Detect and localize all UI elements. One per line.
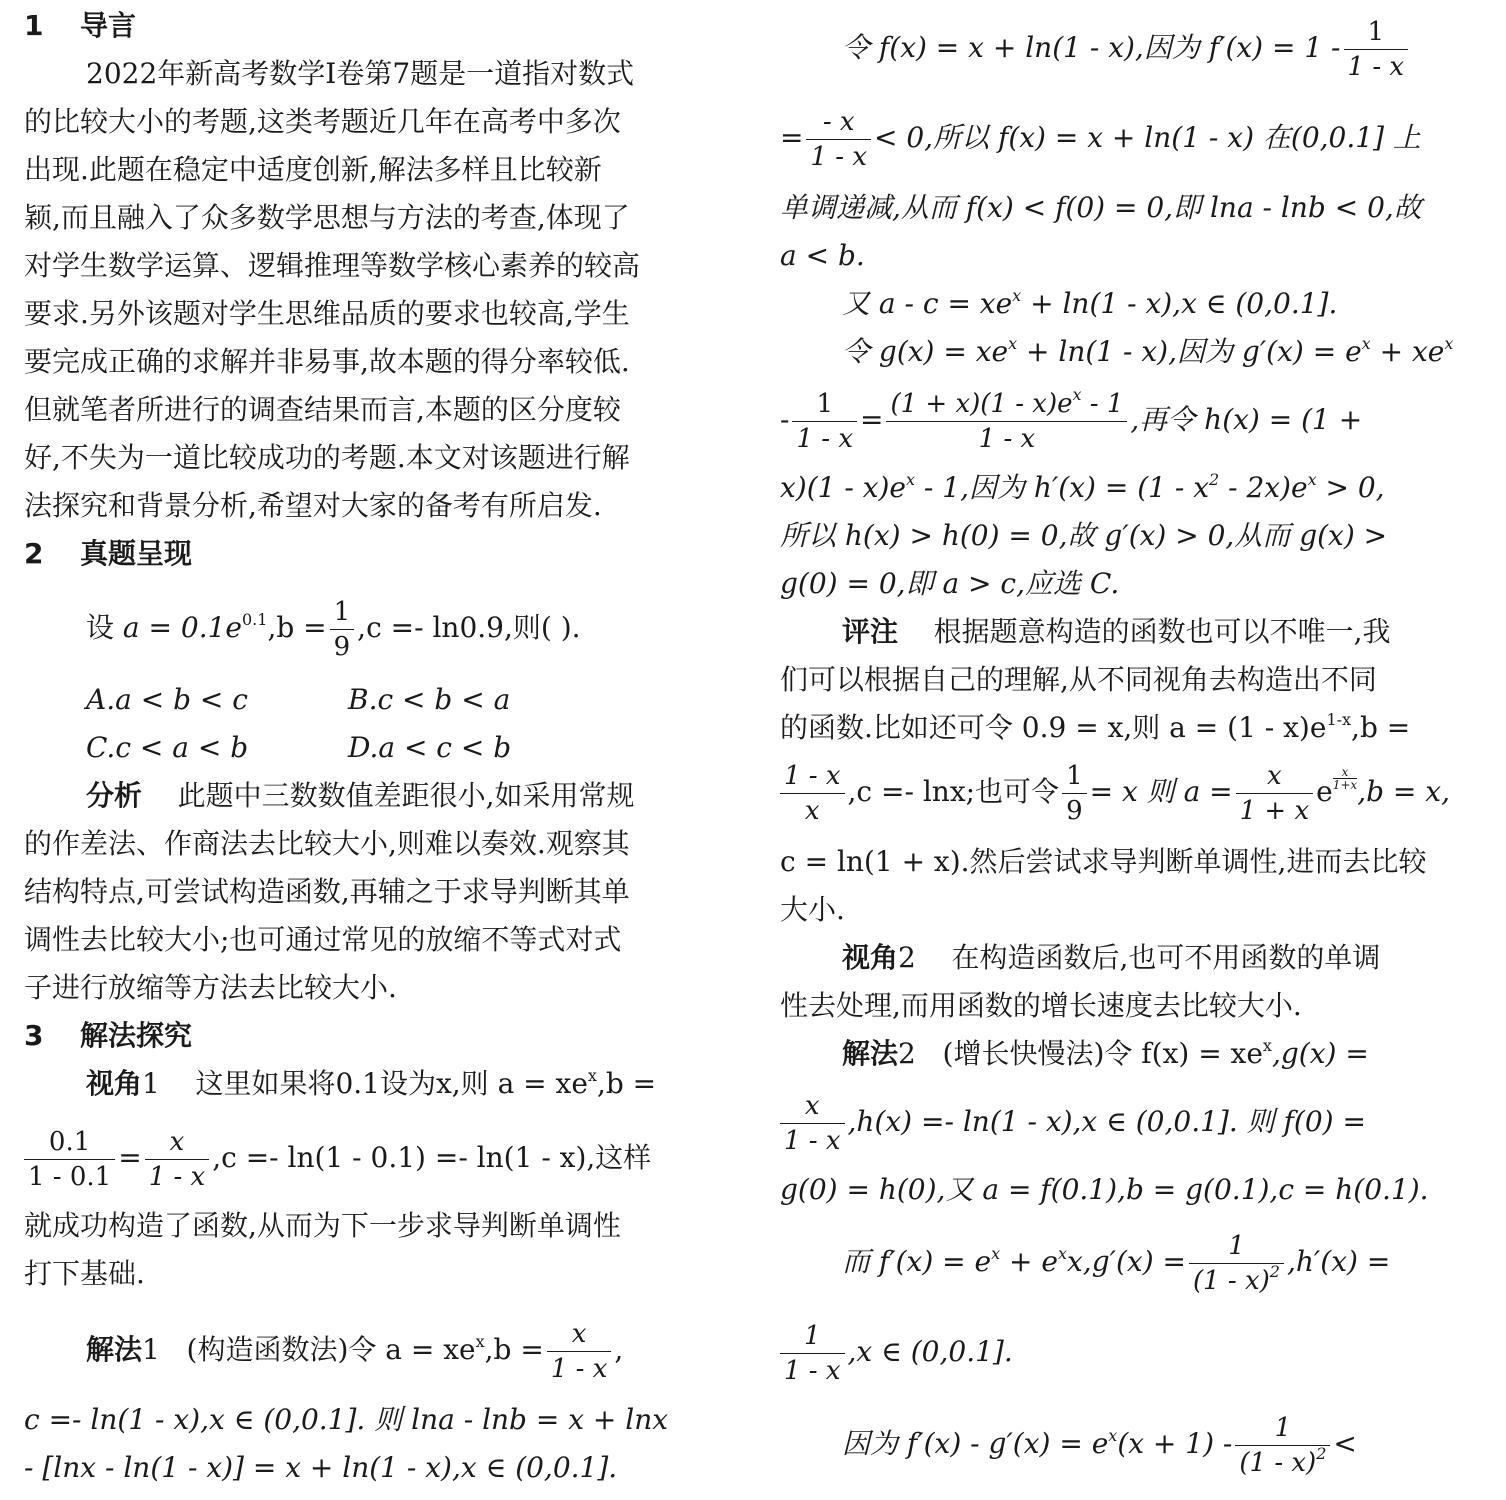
exponent: x [1444, 334, 1454, 353]
fraction [145, 1125, 210, 1194]
denominator: 1 - x [780, 1353, 845, 1388]
section-number: 2 [24, 537, 44, 570]
math: ,b = [1351, 711, 1411, 744]
intro-line: 的比较大小的考题,这类考题近几年在高考中多次 [24, 105, 621, 138]
solution2-line [780, 1030, 1476, 1078]
intro-line: 2022年新高考数学Ⅰ卷第7题是一道指对数式 [86, 57, 635, 90]
math: = [118, 1141, 142, 1174]
view1-equation [24, 1118, 718, 1198]
math: - 1,因为 h′(x) = (1 - x [915, 471, 1209, 504]
exponent-fraction [1333, 766, 1357, 791]
numerator: 0.1 [48, 1127, 91, 1157]
intro-line: 好,不失为一道比较成功的考题.本文对该题进行解 [24, 441, 630, 474]
intro-line: 法探究和背景分析,希望对大家的备考有所启发. [24, 489, 602, 522]
option-a: A.a < b < c [86, 683, 248, 716]
fraction [330, 595, 355, 664]
fraction [1062, 759, 1087, 828]
exponent: x [1262, 1036, 1272, 1055]
section-number: 1 [24, 9, 44, 42]
exponent: 1-x [1326, 710, 1352, 729]
math: ,b = x, [1357, 775, 1450, 808]
exponent: x [906, 470, 916, 489]
intro-line: 要求.另外该题对学生思维品质的要求也较高,学生 [24, 297, 630, 330]
math: 令 f(x) = x + ln(1 - x),因为 f′(x) = 1 - [842, 31, 1341, 64]
view2-label: 视角 [842, 941, 899, 974]
solution1-line: - [lnx - ln(1 - x)] = x + ln(1 - x),x ∈ (0,0.1]. [24, 1451, 618, 1484]
math-line [780, 1312, 1476, 1392]
denominator: 1+x [1332, 778, 1358, 792]
math-line [780, 1404, 1476, 1484]
math-line: g(0) = 0,即 a > c,应选 C. [780, 567, 1120, 600]
math: + ln(1 - x),x ∈ (0,0.1]. [1021, 287, 1338, 320]
denominator: (1 - x) [1192, 1266, 1270, 1296]
text: 1 [142, 1333, 160, 1366]
exponent: x [587, 1066, 597, 1085]
exponent: x [1057, 1244, 1067, 1263]
denominator: 1 - x [145, 1159, 210, 1194]
math: ,b = [267, 611, 327, 644]
section-title: 解法探究 [80, 1019, 193, 1052]
math-line [780, 328, 1476, 376]
fraction [886, 387, 1127, 456]
solution1-label: 解法 [86, 1333, 143, 1366]
denominator: x [780, 793, 845, 828]
math-line: 单调递减,从而 f(x) < f(0) = 0,即 lna - lnb < 0,故 [780, 191, 1422, 224]
math: = [860, 403, 884, 436]
denominator: 1 - 0.1 [24, 1159, 115, 1194]
math: < [1333, 1427, 1357, 1460]
comment-line [780, 608, 1476, 656]
numerator: 1 [333, 597, 351, 627]
math-line: 所以 h(x) > h(0) = 0,故 g′(x) > 0,从而 g(x) > [780, 519, 1388, 552]
numerator: x [1341, 765, 1349, 779]
numerator: - x [822, 107, 855, 137]
math: ,h(x) =- ln(1 - x),x ∈ (0,0.1]. 则 f(0) = [847, 1105, 1366, 1138]
view2-line: 性去处理,而用函数的增长速度去比较大小. [780, 989, 1302, 1022]
denominator: 1 + x [1236, 793, 1314, 828]
comment-line: 们可以根据自己的理解,从不同视角去构造出不同 [780, 663, 1377, 696]
math: ,x ∈ (0,0.1]. [847, 1335, 1013, 1368]
math: + xe [1370, 335, 1445, 368]
exponent: x [1307, 470, 1317, 489]
analysis-line: 的作差法、作商法去比较大小,则难以奏效.观察其 [24, 827, 630, 860]
numerator: 1 [1274, 1413, 1292, 1443]
math: (x + 1) - [1117, 1427, 1233, 1460]
option-b: B.c < b < a [348, 683, 511, 716]
denominator: 1 - x [547, 1351, 612, 1386]
denominator: (1 - x) [1239, 1448, 1317, 1478]
numerator: x [169, 1127, 185, 1157]
denominator: 9 [330, 629, 355, 664]
comment-line [780, 704, 1476, 752]
intro-line: 要完成正确的求解并非易事,故本题的得分率较低. [24, 345, 630, 378]
fraction [1189, 1229, 1284, 1298]
fraction [806, 105, 871, 174]
numerator: x [804, 1091, 820, 1121]
text: 的函数.比如还可令 0.9 = x,则 a = (1 - x)e [780, 711, 1327, 744]
numerator: 1 [1066, 761, 1083, 791]
math: ,c =- lnx;也可令 [847, 775, 1060, 808]
math: ,g(x) = [1271, 1037, 1369, 1070]
numerator: 1 [803, 1321, 821, 1351]
intro-line: 出现.此题在稳定中适度创新,解法多样且比较新 [24, 153, 602, 186]
math: 而 f′(x) = e [842, 1245, 992, 1278]
section-2-heading [24, 530, 718, 578]
analysis-line: 结构特点,可尝试构造函数,再辅之于求导判断其单 [24, 875, 630, 908]
math: = x 则 a = [1089, 775, 1233, 808]
analysis-line [24, 772, 718, 820]
fraction [792, 387, 857, 456]
math: < 0,所以 f(x) = x + ln(1 - x) 在(0,0.1] 上 [874, 121, 1421, 154]
text: 此题中三数数值差距很小,如采用常规 [177, 779, 635, 812]
math: a = 0.1e [122, 611, 242, 644]
analysis-label: 分析 [86, 779, 143, 812]
exponent: 2 [1209, 470, 1220, 489]
text: 1 [142, 1067, 160, 1100]
option-c: C.c < a < b [86, 731, 249, 764]
math: ,c =- ln(1 - 0.1) =- ln(1 - x),这样 [212, 1141, 652, 1174]
solution2-label: 解法 [842, 1037, 899, 1070]
math-line [780, 1082, 1476, 1162]
math-line [780, 98, 1476, 178]
intro-line: 对学生数学运算、逻辑推理等数学核心素养的较高 [24, 249, 641, 282]
math: 令 g(x) = xe [842, 335, 1009, 368]
math: ,b = [484, 1333, 544, 1366]
text: (增长快慢法)令 f(x) = xe [942, 1037, 1263, 1070]
exponent: x [1361, 334, 1371, 353]
fraction [780, 1319, 845, 1388]
math-line [780, 752, 1476, 832]
comment-line: c = ln(1 + x).然后尝试求导判断单调性,进而去比较 [780, 845, 1427, 878]
comment-line: 大小. [780, 893, 845, 926]
denominator: 1 - x [780, 1123, 845, 1158]
view1-line: 就成功构造了函数,从而为下一步求导判断单调性 [24, 1209, 621, 1242]
text: (构造函数法)令 a = xe [186, 1333, 476, 1366]
exponent: x [991, 1244, 1001, 1263]
math: e [1316, 775, 1333, 808]
denominator: 1 - x [806, 139, 871, 174]
text: 设 [86, 611, 115, 644]
view1-label: 视角 [86, 1067, 143, 1100]
math: ,b = [596, 1067, 657, 1100]
math-line [780, 280, 1476, 328]
text: 根据题意构造的函数也可以不唯一,我 [933, 615, 1391, 648]
math: - 2x)e [1219, 471, 1308, 504]
math-line [780, 8, 1476, 88]
problem-statement [24, 588, 718, 668]
intro-line: 但就笔者所进行的调查结果而言,本题的区分度较 [24, 393, 621, 426]
math-line: g(0) = h(0),又 a = f(0.1),b = g(0.1),c = h(0.1). [780, 1173, 1429, 1206]
comment-label: 评注 [842, 615, 899, 648]
math: x,g′(x) = [1067, 1245, 1186, 1278]
options-row-1 [24, 676, 718, 724]
math: ,h′(x) = [1286, 1245, 1391, 1278]
numerator: x [571, 1319, 587, 1349]
math: - [780, 403, 790, 436]
numerator: (1 + x)(1 - x)e [890, 389, 1073, 419]
numerator: 1 [1367, 17, 1385, 47]
intro-line: 颖,而且融入了众多数学思想与方法的考查,体现了 [24, 201, 630, 234]
denominator: 1 - x [792, 421, 857, 456]
options-row-2 [24, 724, 718, 772]
math: x)(1 - x)e [780, 471, 906, 504]
math: = [780, 121, 804, 154]
fraction [1236, 759, 1314, 828]
section-1-heading [24, 2, 718, 50]
view1-line [24, 1060, 718, 1108]
fraction [547, 1317, 612, 1386]
text: 2 [898, 941, 916, 974]
math: + ln(1 - x),因为 g′(x) = e [1017, 335, 1362, 368]
exponent: 0.1 [241, 610, 268, 629]
denominator: 9 [1062, 793, 1087, 828]
numerator: - 1 [1081, 389, 1124, 419]
exponent: x [1008, 334, 1018, 353]
solution1-line: 解法1 (构造函数法)令 $a = xe^x,b$ = $\frac{x}{1 - x}$ , [86, 1319, 624, 1384]
fraction [780, 1089, 845, 1158]
fraction [1235, 1411, 1330, 1480]
numerator: 1 [816, 389, 833, 419]
analysis-line: 子进行放缩等方法去比较大小. [24, 971, 397, 1004]
text: 在构造函数后,也可不用函数的单调 [951, 941, 1381, 974]
exponent: x [1072, 385, 1082, 404]
section-3-heading [24, 1012, 718, 1060]
section-number: 3 [24, 1019, 44, 1052]
solution1-line: c =- ln(1 - x),x ∈ (0,0.1]. 则 lna - lnb = x + lnx [24, 1403, 669, 1436]
math: ,再令 h(x) = (1 + [1130, 403, 1363, 436]
view2-line [780, 934, 1476, 982]
section-title: 导言 [80, 9, 137, 42]
exponent: x [1012, 286, 1022, 305]
exponent: 2 [1316, 1444, 1327, 1463]
denominator: 1 - x [1344, 49, 1409, 84]
exponent: 2 [1269, 1262, 1280, 1281]
fraction [780, 759, 845, 828]
option-d: D.a < c < b [348, 731, 512, 764]
math: ,c =- ln0.9,则( ). [357, 611, 581, 644]
exponent: x [1108, 1426, 1118, 1445]
math: + e [1000, 1245, 1058, 1278]
math: > 0, [1316, 471, 1385, 504]
exponent: x [475, 1332, 485, 1351]
math: 又 a - c = xe [842, 287, 1013, 320]
math-line [780, 1222, 1476, 1302]
numerator: 1 [1228, 1231, 1245, 1261]
math-line: a < b. [780, 239, 865, 272]
numerator: x [1267, 761, 1282, 791]
text: 这里如果将0.1设为x,则 a = xe [195, 1067, 588, 1100]
math: 因为 f′(x) - g′(x) = e [842, 1427, 1109, 1460]
fraction [24, 1125, 115, 1194]
section-title: 真题呈现 [80, 537, 193, 570]
fraction [1344, 15, 1409, 84]
math-line [780, 464, 1476, 512]
analysis-line: 调性去比较大小;也可通过常见的放缩不等式对式 [24, 923, 622, 956]
math-line [780, 380, 1476, 460]
text: 2 [898, 1037, 916, 1070]
numerator: 1 - x [784, 761, 841, 791]
denominator: 1 - x [886, 421, 1127, 456]
view1-line: 打下基础. [24, 1257, 145, 1290]
